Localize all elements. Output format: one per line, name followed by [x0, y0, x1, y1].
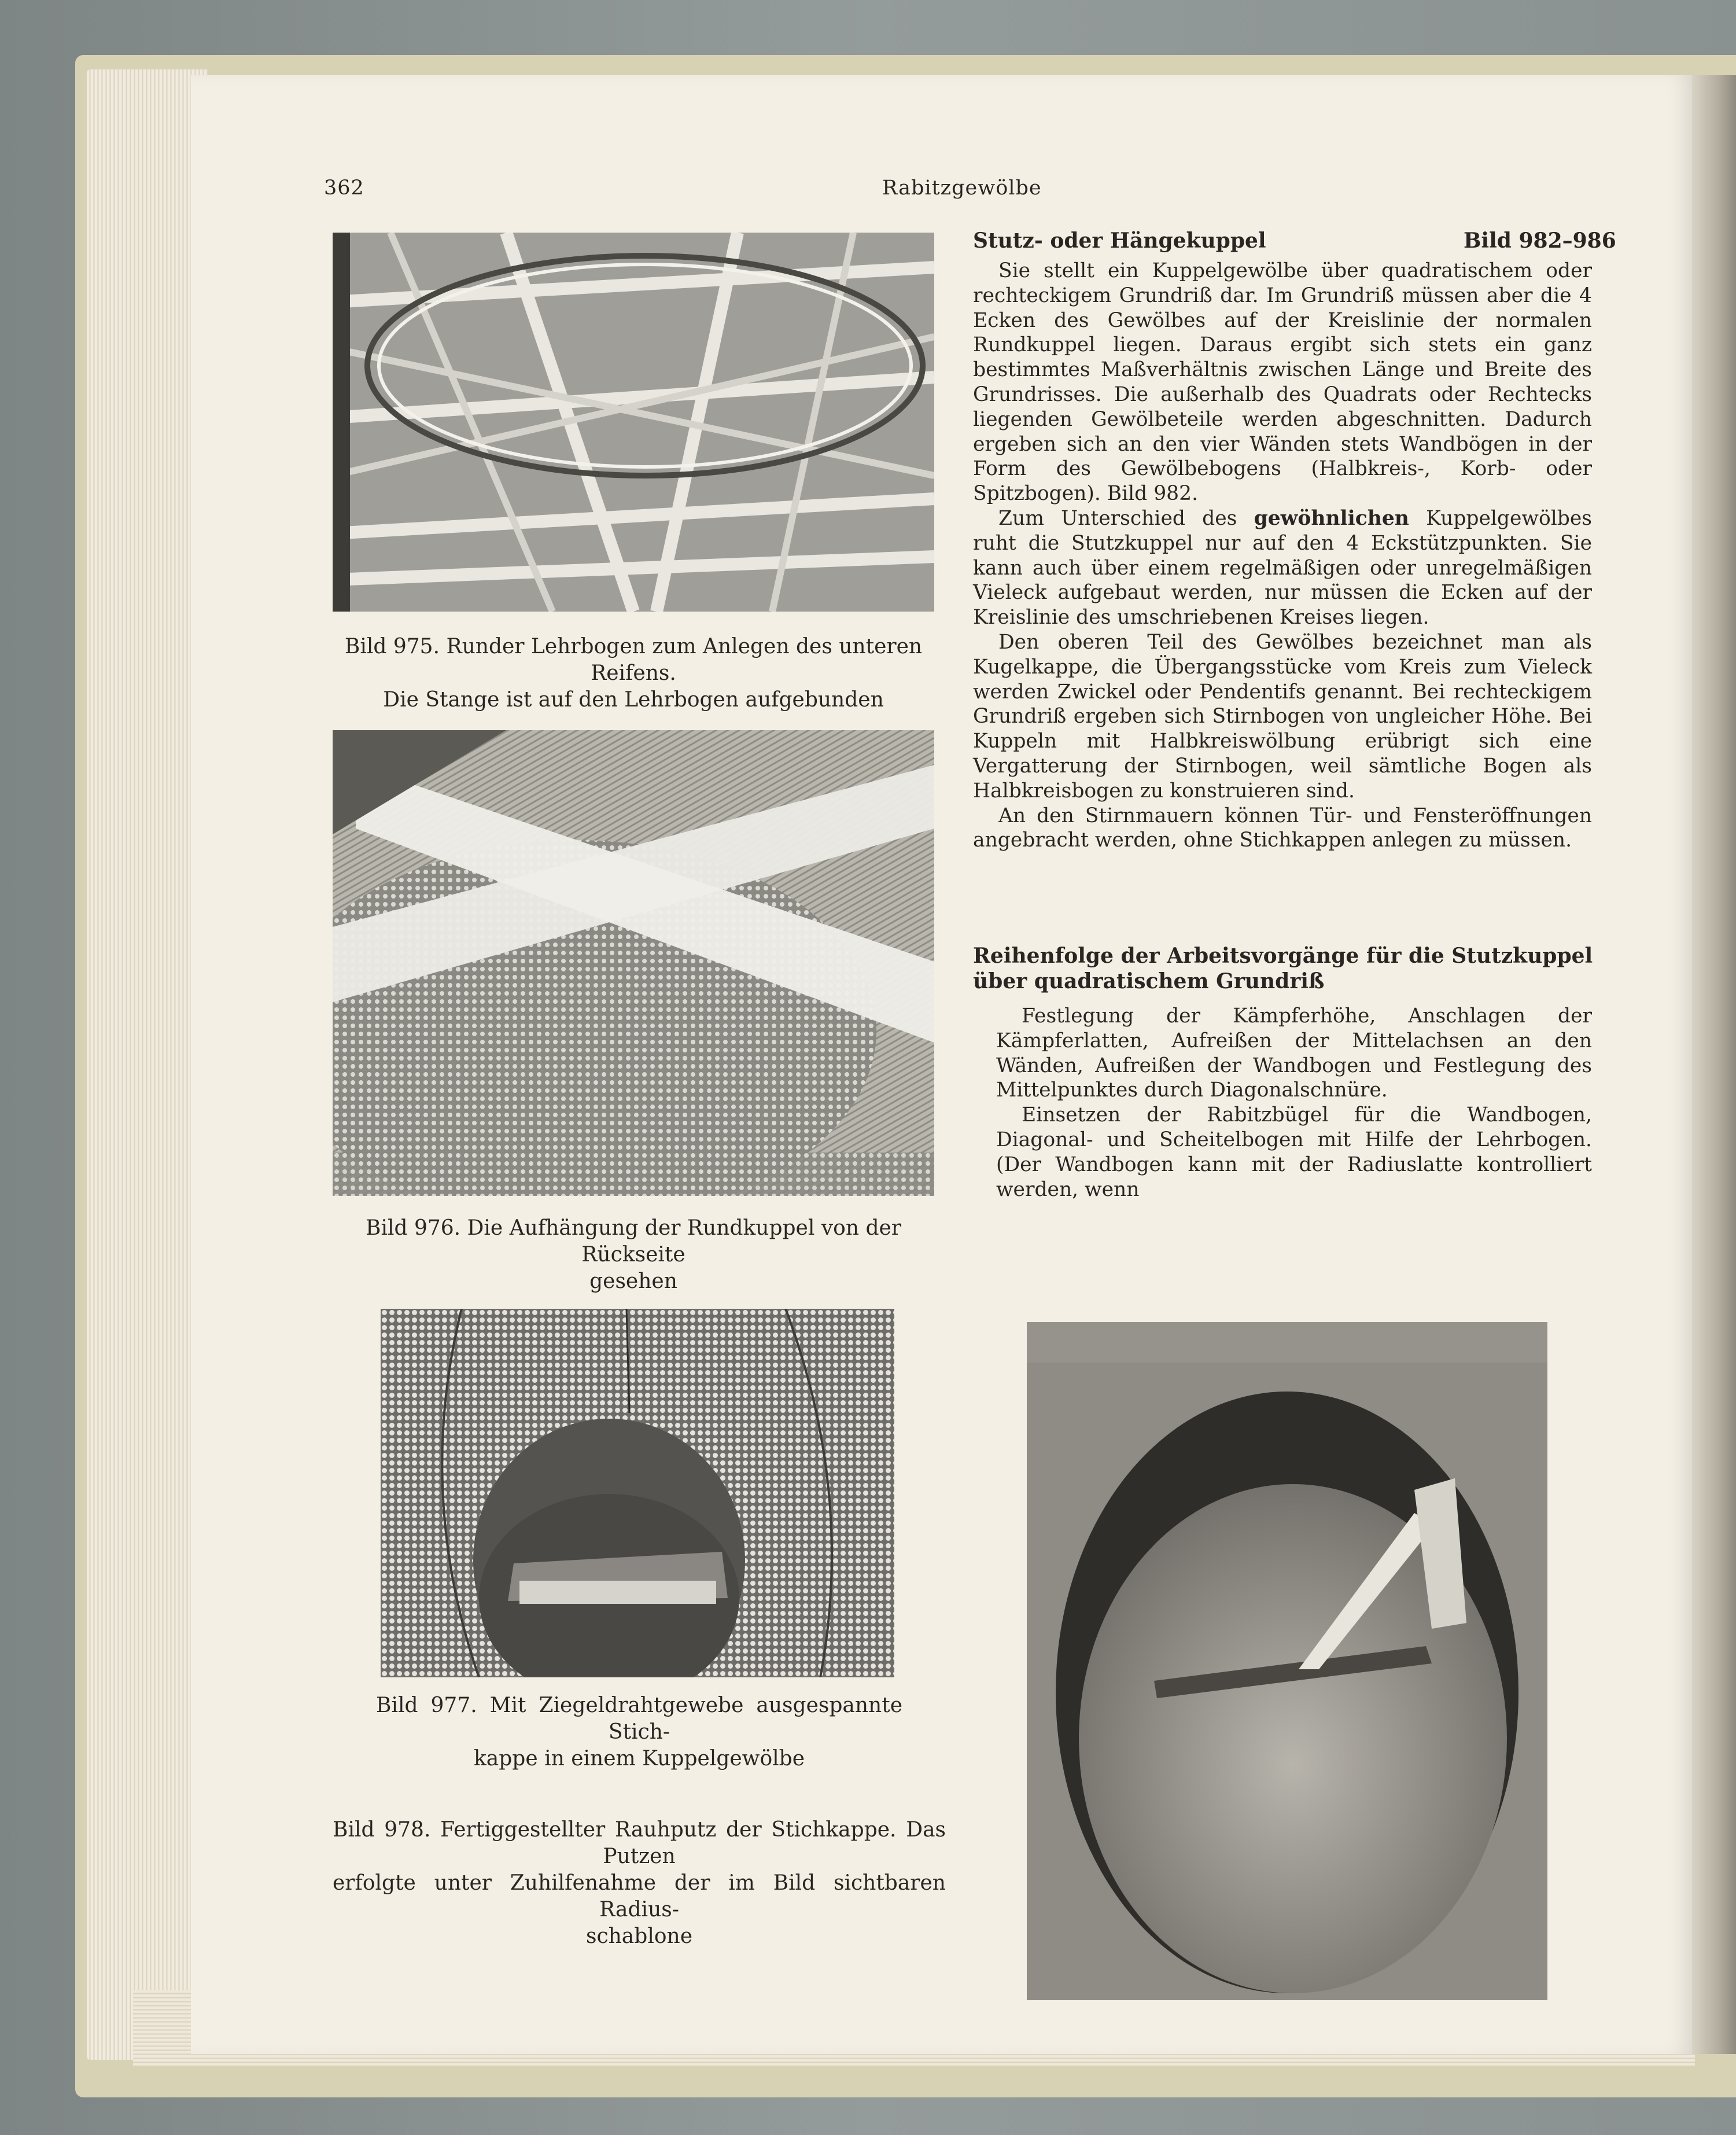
photo-bild-975: [333, 233, 934, 612]
photo-978-graphic: [1027, 1322, 1547, 2000]
section1-body: [973, 259, 1592, 853]
caption-978-line-3: schablone: [585, 1924, 692, 1948]
photo-bild-978: [1027, 1322, 1547, 2000]
book-gutter: [1692, 75, 1736, 2054]
caption-976-line-1: Bild 976. Die Aufhängung der Rundkuppel von der Rückseite: [365, 1216, 901, 1267]
section2-body: [996, 1004, 1592, 1202]
running-title: Rabitzgewölbe: [882, 176, 1042, 200]
photo-975-graphic: [333, 233, 934, 612]
photo-bild-976: [333, 730, 934, 1196]
p2-text-after: Kuppelgewölbes ruht die Stutzkuppel nur auf den 4 Eckstützpunkten. Sie kann auch über einem regelmäßigen oder unregelmäßigen Vieleck aufgebaut werden, nur müssen die Ecken auf der Kreislinie des umschriebenen Kreises liegen.: [973, 506, 1592, 630]
section-heading-reihenfolge: [973, 943, 1593, 994]
figure-reference: Bild 982–986: [1464, 229, 1616, 253]
p2-bold-word: gewöhnlichen: [1254, 506, 1409, 530]
section-heading-stutzkuppel: Stutz- oder Hängekuppel: [973, 229, 1266, 253]
photo-977-graphic: [381, 1309, 894, 1677]
caption-977-line-1: Bild 977. Mit Ziegeldrahtgewebe ausgespannte Stich-: [376, 1694, 902, 1744]
page-number: 362: [324, 176, 364, 200]
caption-bild-977: [376, 1692, 902, 1772]
caption-bild-975: [312, 634, 954, 713]
photo-bild-977: [381, 1309, 894, 1677]
section2-heading-line-1: Reihenfolge der Arbeitsvorgänge für die Stutzkuppel: [973, 944, 1593, 968]
section1-paragraph-1: Sie stellt ein Kuppelgewölbe über quadratischem oder rechteckigem Grundriß dar. Im Grundriß müssen aber die 4 Ecken des Gewölbes auf der Kreislinie der normalen Rundkuppel liegen. Daraus ergibt sich stets ein ganz bestimmtes Maßverhältnis zwischen Länge und Breite des Grundrisses. Die außerhalb des Quadrats oder Rechtecks liegenden Gewölbeteile werden abgeschnitten. Dadurch ergeben sich an den vier Wänden stets Wandbögen in der Form des Gewölbebogens (Halbkreis-, Korb- oder Spitzbogen). Bild 982.: [973, 259, 1592, 506]
p2-text-before: Zum Unterschied des: [998, 506, 1254, 530]
caption-977-line-2: kappe in einem Kuppelgewölbe: [473, 1747, 805, 1770]
section1-paragraph-3: Den oberen Teil des Gewölbes bezeichnet man als Kugelkappe, die Übergangsstücke vom Kreis zum Vieleck werden Zwickel oder Pendentifs genannt. Bei rechteckigem Grundriß ergeben sich Stirnbogen von ungleicher Höhe. Bei Kuppeln mit Halbkreiswölbung erübrigt sich eine Vergatterung der Stirnbogen, weil sämtliche Bogen als Halbkreisbogen zu konstruieren sind.: [973, 630, 1592, 803]
caption-976-line-2: gesehen: [589, 1269, 677, 1293]
section2-paragraph-2: Einsetzen der Rabitzbügel für die Wandbogen, Diagonal- und Scheitelbogen mit Hilfe der Lehrbogen. (Der Wandbogen kann mit der Radiuslatte kontrolliert werden, wenn: [996, 1103, 1592, 1201]
caption-975-line-1: Bild 975. Runder Lehrbogen zum Anlegen des unteren Reifens.: [344, 635, 923, 685]
caption-bild-978: [333, 1817, 946, 1950]
section1-paragraph-4: An den Stirnmauern können Tür- und Fensteröffnungen angebracht werden, ohne Stichkappen anlegen zu müssen.: [973, 804, 1592, 852]
caption-bild-976: [312, 1215, 954, 1295]
photo-976-graphic: [333, 730, 934, 1196]
section2-paragraph-1: Festlegung der Kämpferhöhe, Anschlagen der Kämpferlatten, Aufreißen der Mittelachsen an den Wänden, Aufreißen der Wandbogen und Festlegung des Mittelpunktes durch Diagonalschnüre.: [996, 1004, 1592, 1102]
section1-paragraph-2: [973, 506, 1592, 630]
caption-978-line-1: Bild 978. Fertiggestellter Rauhputz der Stichkappe. Das Putzen: [333, 1818, 946, 1868]
page-edges-left: [87, 69, 208, 2060]
caption-975-line-2: Die Stange ist auf den Lehrbogen aufgebunden: [383, 688, 884, 712]
caption-978-line-2: erfolgte unter Zuhilfenahme der im Bild sichtbaren Radius-: [333, 1871, 946, 1922]
section2-heading-line-2: über quadratischem Grundriß: [973, 969, 1325, 993]
